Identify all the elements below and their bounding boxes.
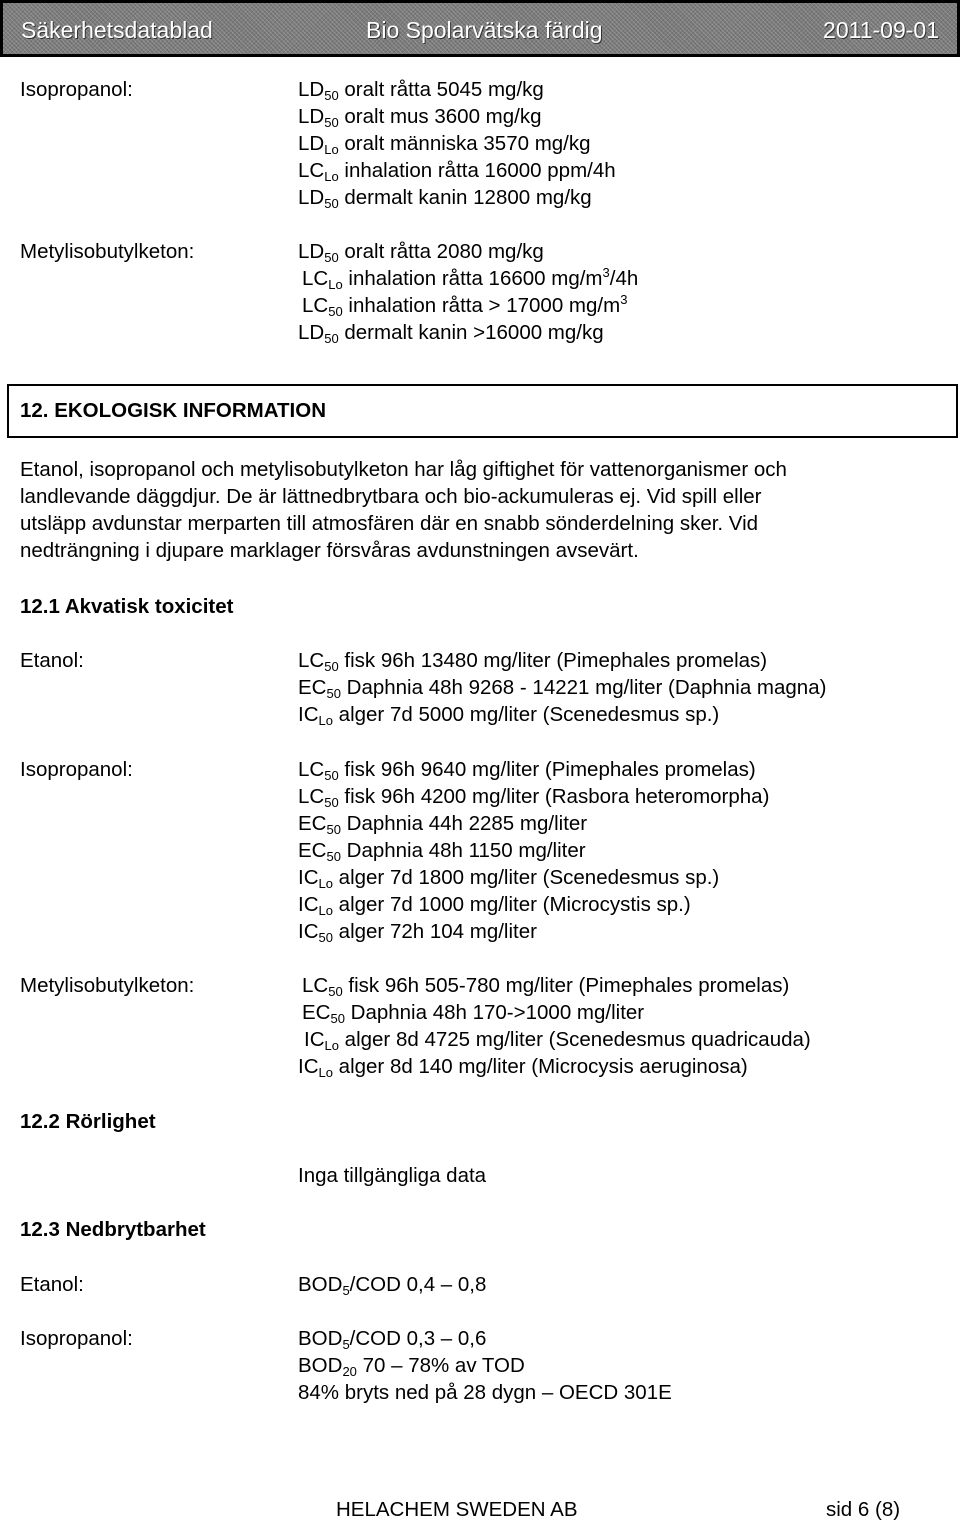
footer-page-number: sid 6 (8) bbox=[826, 1498, 901, 1521]
header-doc-type: Säkerhetsdatablad bbox=[21, 17, 213, 43]
mobility-text: Inga tillgängliga data bbox=[298, 1164, 487, 1187]
aquatic-line: LC50 fisk 96h 9640 mg/liter (Pimephales promelas) bbox=[298, 758, 756, 783]
paragraph-line: Etanol, isopropanol och metylisobutylketon har låg giftighet för vattenorganismer och bbox=[20, 458, 787, 481]
section-12-paragraph bbox=[20, 456, 940, 564]
section-12-2-title: 12.2 Rörlighet bbox=[20, 1110, 156, 1133]
substance-label: Isopropanol: bbox=[20, 1327, 133, 1350]
tox-line: LD50 dermalt kanin 12800 mg/kg bbox=[298, 186, 592, 211]
section-12-3-title: 12.3 Nedbrytbarhet bbox=[20, 1218, 206, 1241]
footer-company: HELACHEM SWEDEN AB bbox=[336, 1498, 578, 1521]
degradation-line: BOD20 70 – 78% av TOD bbox=[298, 1354, 525, 1379]
tox-values-isopropanol bbox=[298, 76, 616, 211]
tox-line: LC50 inhalation råtta > 17000 $mg/m^3$ bbox=[302, 292, 628, 319]
tox-line: LD50 dermalt kanin >16000 mg/kg bbox=[298, 321, 604, 346]
tox-line: LD50 oralt mus 3600 mg/kg bbox=[298, 105, 542, 130]
aquatic-values-mibk bbox=[298, 972, 811, 1080]
aquatic-line: ICLo alger 8d 140 mg/liter (Microcysis aeruginosa) bbox=[298, 1055, 748, 1080]
tox-values-mibk bbox=[298, 238, 638, 346]
degradation-values-etanol bbox=[298, 1271, 486, 1298]
substance-label: Metylisobutylketon: bbox=[20, 240, 195, 263]
aquatic-line: EC50 Daphnia 48h 1150 mg/liter bbox=[298, 839, 586, 864]
paragraph-line: nedträngning i djupare marklager försvåras avdunstningen avsevärt. bbox=[20, 539, 639, 562]
substance-label: Metylisobutylketon: bbox=[20, 974, 195, 997]
substance-label: Etanol: bbox=[20, 649, 84, 672]
header-date: 2011-09-01 bbox=[823, 17, 939, 43]
tox-line: LD50 oralt råtta 2080 mg/kg bbox=[298, 240, 544, 265]
aquatic-values-etanol bbox=[298, 647, 826, 728]
tox-line: LCLo inhalation råtta 16000 ppm/4h bbox=[298, 159, 616, 184]
degradation-line: BOD5/COD 0,4 – 0,8 bbox=[298, 1273, 487, 1298]
document-header bbox=[0, 0, 960, 57]
section-12-1-title: 12.1 Akvatisk toxicitet bbox=[20, 595, 234, 618]
degradation-values-isopropanol bbox=[298, 1325, 672, 1406]
substance-label: Isopropanol: bbox=[20, 78, 133, 101]
paragraph-line: utsläpp avdunstar merparten till atmosfären där en snabb sönderdelning sker. Vid bbox=[20, 512, 759, 535]
aquatic-line: LC50 fisk 96h 505-780 mg/liter (Pimephales promelas) bbox=[302, 974, 790, 999]
aquatic-values-isopropanol bbox=[298, 756, 769, 945]
section-12-heading-box bbox=[7, 384, 958, 438]
substance-label: Isopropanol: bbox=[20, 758, 133, 781]
tox-line: LD50 oralt råtta 5045 mg/kg bbox=[298, 78, 544, 103]
aquatic-line: EC50 Daphnia 48h 170->1000 mg/liter bbox=[302, 1001, 645, 1026]
tox-line: LCLo inhalation råtta 16600 $mg/m^3/4h$ bbox=[302, 265, 639, 292]
aquatic-line: ICLo alger 7d 1000 mg/liter (Microcystis sp.) bbox=[298, 893, 691, 918]
aquatic-line: EC50 Daphnia 44h 2285 mg/liter bbox=[298, 812, 588, 837]
degradation-line: 84% bryts ned på 28 dygn – OECD 301E bbox=[298, 1381, 672, 1404]
section-12-title: 12. EKOLOGISK INFORMATION bbox=[20, 399, 326, 422]
aquatic-line: ICLo alger 7d 5000 mg/liter (Scenedesmus sp.) bbox=[298, 703, 720, 728]
aquatic-line: EC50 Daphnia 48h 9268 - 14221 mg/liter (Daphnia magna) bbox=[298, 676, 827, 701]
aquatic-line: IC50 alger 72h 104 mg/liter bbox=[298, 920, 537, 945]
paragraph-line: landlevande däggdjur. De är lättnedbrytbara och bio-ackumuleras ej. Vid spill eller bbox=[20, 485, 762, 508]
aquatic-line: ICLo alger 7d 1800 mg/liter (Scenedesmus sp.) bbox=[298, 866, 720, 891]
substance-label: Etanol: bbox=[20, 1273, 84, 1296]
degradation-line: BOD5/COD 0,3 – 0,6 bbox=[298, 1327, 487, 1352]
header-product-name: Bio Spolarvätska färdig bbox=[366, 17, 603, 43]
tox-line: LDLo oralt människa 3570 mg/kg bbox=[298, 132, 591, 157]
aquatic-line: LC50 fisk 96h 13480 mg/liter (Pimephales promelas) bbox=[298, 649, 768, 674]
aquatic-line: LC50 fisk 96h 4200 mg/liter (Rasbora heteromorpha) bbox=[298, 785, 770, 810]
aquatic-line: ICLo alger 8d 4725 mg/liter (Scenedesmus quadricauda) bbox=[304, 1028, 811, 1053]
